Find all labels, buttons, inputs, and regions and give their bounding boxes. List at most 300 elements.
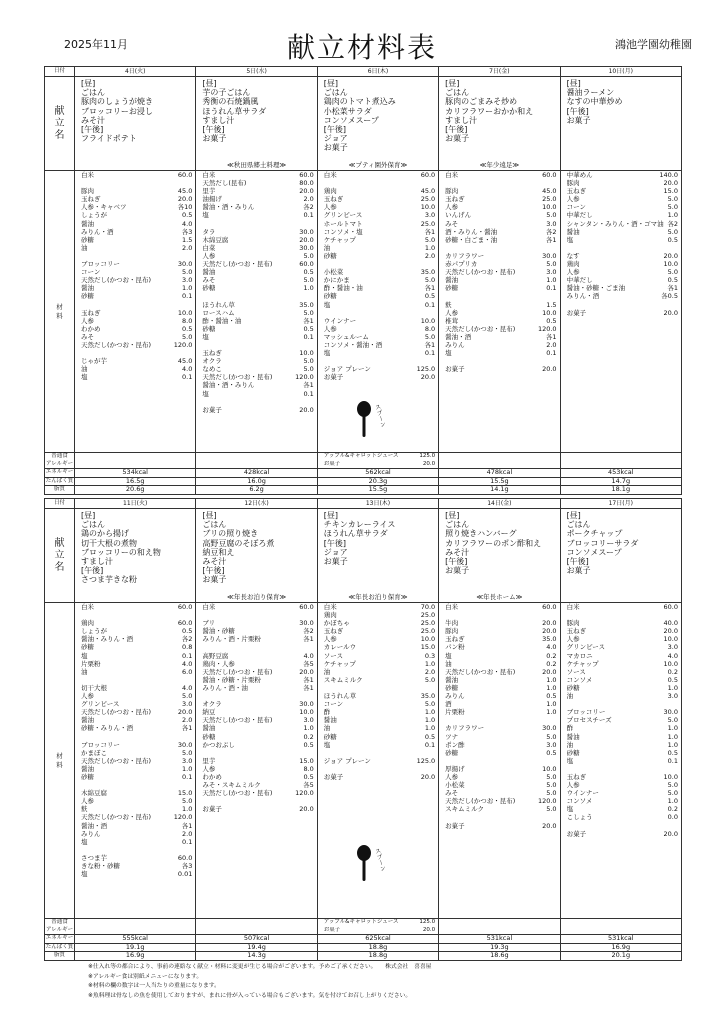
ingredient-amount: 0.5 (303, 772, 314, 781)
ingredient-row (196, 244, 316, 252)
ingredient-name: 砂糖・みりん・酒 (81, 724, 133, 733)
ingredient-row (196, 652, 316, 660)
day-materials-cell (560, 171, 681, 453)
ingredient-name: 牛肉 (445, 619, 459, 628)
ingredient-row (318, 603, 438, 611)
day-protein: 16.0g (196, 477, 317, 486)
day-allergy-cell (317, 919, 438, 935)
ingredient-amount: 3.0 (303, 716, 314, 725)
ingredient-row (561, 684, 681, 692)
ingredient-amount: 各1 (424, 284, 436, 293)
ingredient-row (75, 341, 195, 349)
ingredient-name: シャンタン・みりん・酒・ゴマ油 (566, 219, 664, 228)
ingredient-name: 厚揚げ (445, 764, 465, 773)
ingredient-amount: 60.0 (663, 603, 678, 611)
ingredient-row (196, 252, 316, 260)
ingredient-amount: 0.1 (182, 772, 193, 781)
ingredient-row (75, 171, 195, 179)
menu-row (45, 77, 682, 171)
ingredient-amount: 10.0 (542, 308, 557, 317)
ingredient-amount: 各2 (545, 227, 557, 236)
energy-row (45, 935, 682, 944)
ingredient-amount: 20.0 (663, 308, 678, 317)
spacer (561, 700, 681, 708)
spacer (439, 292, 559, 300)
ingredient-row (196, 668, 316, 676)
menu-item: お菓子 (566, 566, 591, 576)
ingredient-amount: 1.0 (546, 700, 557, 709)
ingredient-name: ほうれん草 (323, 692, 357, 701)
ingredient-row (439, 765, 559, 773)
page-header (0, 0, 724, 64)
ingredient-row (318, 317, 438, 325)
ingredient-name: 人参 (445, 203, 459, 212)
ingredient-name: みそ (202, 276, 216, 285)
ingredient-amount: 25.0 (420, 195, 436, 204)
ingredient-name: 鶏肉 (323, 187, 337, 196)
ingredient-amount: 120.0 (173, 340, 193, 349)
ingredient-name: 天然だし(かつお・昆布) (445, 268, 516, 277)
ingredient-row (439, 195, 559, 203)
note-line: ※アレルギー食は別紙メニューになります。 (88, 973, 203, 980)
day-date: 10日(月) (560, 67, 681, 77)
ingredient-row (439, 203, 559, 211)
ingredient-amount: 各1 (545, 332, 557, 341)
ingredient-amount: 30.0 (299, 619, 314, 628)
spacer (196, 398, 316, 406)
ingredient-row (318, 373, 438, 381)
menu-row-label: 献 立 名 (45, 77, 75, 171)
ingredient-name: 豚肉 (566, 179, 580, 188)
spacer (318, 684, 438, 692)
ingredient-amount: 120.0 (295, 373, 314, 382)
ingredient-amount: 125.0 (416, 756, 436, 765)
ingredient-row (439, 252, 559, 260)
ingredient-name: 白米 (445, 171, 459, 179)
ingredient-amount: 5.0 (182, 268, 193, 277)
ingredient-row (439, 309, 559, 317)
ingredient-name: 人参 (81, 316, 94, 325)
ingredient-row (439, 708, 559, 716)
ingredient-amount: 2.0 (303, 195, 314, 204)
menu-item: お菓子 (202, 575, 227, 585)
ingredient-row (196, 325, 316, 333)
ingredient-row (318, 733, 438, 741)
ingredient-name: 醤油 (566, 227, 580, 236)
ingredient-name: 白米 (323, 171, 337, 179)
ingredient-row (561, 830, 681, 838)
ingredient-name: ツナ (445, 732, 459, 741)
note-line: ※仕入れ等の都合により、事前の連絡なく献立・材料に変更が生じる場合がございます。予めご了承ください。 株式会社 喜喜屋 (88, 964, 432, 970)
day-menu-cell (439, 77, 560, 171)
ingredient-name: 白米 (81, 171, 94, 179)
ingredient-row (439, 660, 559, 668)
ingredient-name: コーン (323, 700, 344, 709)
day-date: 4日(火) (75, 67, 196, 77)
ingredient-name: コンソメ (566, 797, 593, 806)
ingredient-amount: 120.0 (537, 797, 557, 806)
menu-item: ポークチャップ (566, 529, 623, 539)
ingredient-amount: 60.0 (299, 260, 314, 269)
menu-item: ごはん (202, 520, 227, 530)
ingredient-name: かまぼこ (81, 748, 107, 757)
menu-item: ほうれん草サラダ (323, 529, 388, 539)
ingredient-row (196, 781, 316, 789)
ingredient-name: ブリ (202, 619, 216, 628)
ingredient-name: グリンピース (566, 643, 605, 652)
ingredient-row (439, 676, 559, 684)
ingredient-amount: 20.0 (299, 667, 314, 676)
ingredient-row (318, 228, 438, 236)
ingredient-amount: 1.0 (182, 805, 193, 814)
ingredient-row (439, 805, 559, 813)
ingredient-amount: 5.0 (546, 260, 557, 269)
ingredient-row (439, 822, 559, 830)
ingredient-row (439, 773, 559, 781)
day-protein: 19.1g (75, 943, 196, 952)
day-date: 7日(金) (439, 67, 560, 77)
ingredient-name: 砂糖 (323, 732, 337, 741)
ingredient-row (318, 643, 438, 651)
menu-item: [昼] (566, 511, 581, 520)
menu-item: ブリの照り焼き (202, 529, 259, 539)
ingredient-row (196, 741, 316, 749)
ingredient-name: 砂糖 (445, 683, 459, 692)
ingredient-row (75, 643, 195, 651)
ingredient-row (196, 171, 316, 179)
ingredient-amount: 25.0 (420, 627, 436, 636)
spacer (75, 846, 195, 854)
day-menu-cell (560, 77, 681, 171)
ingredient-row (75, 838, 195, 846)
event-caption: ≪秋田県郷土料理≫ (227, 161, 287, 169)
ingredient-row (561, 749, 681, 757)
ingredient-amount: 5.0 (303, 365, 314, 374)
day-materials-cell (560, 603, 681, 919)
menu-item: [午後] (323, 125, 347, 135)
ingredient-row (196, 603, 316, 611)
ingredient-name: タラ (202, 227, 216, 236)
ingredient-row (196, 203, 316, 211)
ingredient-amount: 5.0 (667, 203, 678, 212)
ingredient-row (561, 708, 681, 716)
date-row (45, 499, 682, 509)
menu-item: [午後] (323, 538, 347, 548)
ingredient-row (75, 660, 195, 668)
menu-item: [昼] (323, 511, 339, 520)
spacer (75, 611, 195, 619)
ingredient-row (439, 749, 559, 757)
ingredient-name: 白米 (566, 603, 580, 611)
ingredient-amount: 1.0 (546, 683, 557, 692)
ingredient-row (561, 292, 681, 300)
menu-item: フライドポテト (81, 134, 137, 144)
ingredient-amount: 15.0 (663, 187, 678, 196)
ingredient-name: 塩 (323, 740, 331, 749)
ingredient-row (75, 365, 195, 373)
day-energy: 453kcal (560, 469, 681, 478)
ingredient-amount: 3.0 (667, 692, 678, 701)
ingredient-name: ケチャップ (323, 659, 356, 668)
ingredient-row (75, 830, 195, 838)
event-caption: ≪年長ホーム≫ (476, 593, 523, 601)
spacer (318, 357, 438, 365)
day-menu-cell (439, 509, 560, 603)
ingredient-row (196, 773, 316, 781)
allergy-item-name: お菓子 (323, 926, 341, 933)
spacer (439, 244, 559, 252)
menu-item: [昼] (202, 79, 217, 88)
materials-row (45, 171, 682, 453)
day-menu-cell (75, 77, 196, 171)
ingredient-name: 白米 (81, 603, 94, 611)
ingredient-amount: 8.0 (303, 764, 314, 773)
ingredient-amount: 5.0 (424, 235, 436, 244)
ingredient-amount: 30.0 (542, 251, 557, 260)
ingredient-amount: 4.0 (182, 659, 193, 668)
year-month: 2025年11月 (64, 38, 128, 51)
allergy-item-amount: 125.0 (419, 919, 436, 925)
day-allergy-cell (75, 453, 196, 469)
ingredient-name: 赤パプリカ (445, 260, 478, 269)
fat-row-label: 脂質 (45, 952, 75, 961)
ingredient-name: 白菜 (202, 243, 216, 252)
menu-item: お菓子 (323, 557, 348, 567)
ingredient-name: 里芋 (202, 187, 216, 196)
ingredient-amount: 30.0 (663, 708, 678, 717)
school-name: 鴻池学園幼稚園 (615, 38, 692, 51)
ingredient-amount: 2.0 (546, 340, 557, 349)
menu-item: さつま芋きな粉 (81, 575, 137, 585)
ingredient-name: 天然だし(かつお・昆布) (445, 667, 516, 676)
ingredient-name: 醤油 (202, 268, 216, 277)
ingredient-name: 豚肉 (445, 627, 459, 636)
ingredient-name: 白米 (202, 171, 216, 179)
ingredient-name: 醤油 (81, 219, 94, 228)
materials-row (45, 603, 682, 919)
menu-row-label: 献 立 名 (45, 509, 75, 603)
ingredient-amount: 0.5 (182, 324, 193, 333)
spacer (439, 179, 559, 187)
ingredient-name: 塩 (323, 349, 331, 358)
ingredient-name: 天然だし(かつお・昆布) (202, 260, 273, 269)
menu-item: [昼] (566, 79, 581, 88)
ingredient-amount: 1.0 (303, 284, 314, 293)
ingredient-row (561, 741, 681, 749)
ingredient-amount: 1.5 (182, 235, 193, 244)
ingredient-row (439, 733, 559, 741)
ingredient-name: お菓子 (323, 373, 344, 382)
ingredient-amount: 15.0 (420, 643, 436, 652)
ingredient-name: 酢・醤油・油 (202, 316, 242, 325)
menu-item: [昼] (445, 511, 460, 520)
ingredient-name: 油 (445, 659, 452, 668)
ingredient-row (439, 797, 559, 805)
day-energy: 507kcal (196, 935, 317, 944)
ingredient-amount: 60.0 (542, 603, 557, 611)
ingredient-name: 玉ねぎ (202, 349, 222, 358)
ingredient-row (196, 284, 316, 292)
ingredient-row (318, 635, 438, 643)
ingredient-row (75, 268, 195, 276)
ingredient-name: パン粉 (445, 643, 465, 652)
ingredient-amount: 4.0 (667, 651, 678, 660)
menu-item: [午後] (81, 125, 104, 135)
ingredient-amount: 35.0 (542, 635, 557, 644)
ingredient-name: 人参 (323, 203, 337, 212)
ingredient-name: 麩 (81, 805, 88, 814)
menu-list (75, 77, 195, 143)
day-energy: 531kcal (560, 935, 681, 944)
ingredient-name: 麩 (445, 300, 452, 309)
ingredient-amount: 5.0 (667, 268, 678, 277)
ingredient-name: 醤油・酒 (445, 332, 472, 341)
ingredient-amount: 10.0 (663, 772, 678, 781)
day-protein: 16.9g (560, 943, 681, 952)
menu-item: みそ汁 (202, 557, 227, 567)
ingredient-row (561, 635, 681, 643)
ingredient-name: 人参 (445, 308, 459, 317)
ingredient-name: きな粉・砂糖 (81, 862, 120, 870)
ingredient-amount: 各3 (181, 862, 193, 870)
ingredient-name: 小松菜 (445, 781, 465, 790)
ingredient-row (439, 228, 559, 236)
fat-row-label: 脂質 (45, 486, 75, 495)
ingredient-row (439, 668, 559, 676)
ingredient-name: 塩 (566, 756, 574, 765)
ingredient-name: なめこ (202, 365, 222, 374)
ingredient-name: 天然だし(昆布) (202, 179, 247, 188)
ingredient-row (561, 643, 681, 651)
ingredient-name: 塩 (81, 870, 88, 879)
ingredient-row (439, 643, 559, 651)
ingredient-row (196, 789, 316, 797)
menu-item: [午後] (202, 125, 225, 135)
ingredient-row (196, 333, 316, 341)
ingredient-name: マカロニ (566, 651, 593, 660)
allergy-row (45, 919, 682, 935)
menu-item: お菓子 (445, 134, 470, 144)
ingredient-name: 油 (81, 365, 88, 374)
protein-row-label: たんぱく質 (45, 477, 74, 484)
ingredient-row (75, 260, 195, 268)
ingredient-amount: 25.0 (420, 219, 436, 228)
ingredient-row (196, 708, 316, 716)
ingredient-amount: 5.0 (424, 276, 436, 285)
menu-item: [昼] (323, 79, 339, 88)
ingredient-row (75, 203, 195, 211)
ingredient-name: 酢 (566, 724, 574, 733)
ingredient-name: かぼちゃ (323, 619, 350, 628)
ingredient-amount: 0.3 (424, 651, 436, 660)
ingredient-row (561, 203, 681, 211)
ingredient-name: ほうれん草 (202, 300, 235, 309)
ingredient-amount: 1.0 (424, 708, 436, 717)
ingredient-name: かにかま (323, 276, 350, 285)
ingredient-row (318, 236, 438, 244)
ingredient-amount: 30.0 (299, 700, 314, 709)
ingredient-amount: 5.0 (182, 797, 193, 806)
ingredient-row (439, 365, 559, 373)
ingredient-name: 片栗粉 (81, 659, 101, 668)
ingredient-name: 天然だし(かつお・昆布) (445, 797, 516, 806)
ingredient-amount: 各3 (181, 227, 193, 236)
ingredient-row (318, 211, 438, 219)
ingredient-name: お菓子 (202, 405, 222, 414)
ingredient-row (75, 276, 195, 284)
ingredient-name: みりん・酒 (566, 292, 600, 301)
ingredient-name: プロセスチーズ (566, 716, 612, 725)
date-row-label: 日付 (45, 499, 75, 509)
menu-item: すまし汁 (445, 115, 478, 125)
ingredient-name: コンソメ・醤油・酒 (323, 340, 383, 349)
spacer (561, 611, 681, 619)
ingredient-amount: 0.5 (667, 748, 678, 757)
ingredient-row (196, 716, 316, 724)
menu-item: [昼] (81, 79, 96, 88)
ingredient-name: 玉ねぎ (81, 195, 101, 204)
menu-item: 小松菜サラダ (323, 106, 372, 116)
ingredient-amount: 0.2 (303, 732, 314, 741)
ingredient-name: ポン酢 (445, 740, 465, 749)
ingredient-amount: 30.0 (299, 243, 314, 252)
allergy-item-amount: 125.0 (419, 453, 436, 459)
day-menu-cell (317, 77, 438, 171)
ingredient-amount: 60.0 (420, 171, 436, 179)
ingredient-amount: 5.0 (546, 732, 557, 741)
ingredient-row (75, 292, 195, 300)
day-protein: 15.5g (439, 477, 560, 486)
ingredient-row (196, 211, 316, 219)
fat-row (45, 952, 682, 961)
ingredient-amount: 5.0 (667, 789, 678, 798)
ingredient-amount: 2.0 (182, 829, 193, 838)
ingredient-amount: 各1 (667, 284, 678, 293)
day-protein: 19.4g (196, 943, 317, 952)
week-table-2 (44, 498, 682, 961)
menu-list (561, 509, 681, 575)
spacer (318, 765, 438, 773)
ingredient-amount: 10.0 (542, 764, 557, 773)
ingredient-name: 椎茸 (445, 316, 459, 325)
ingredient-row (561, 652, 681, 660)
ingredient-row (75, 708, 195, 716)
ingredient-amount: 0.1 (424, 300, 436, 309)
day-menu-cell (75, 509, 196, 603)
ingredient-amount: 5.0 (424, 675, 436, 684)
day-materials-cell (439, 171, 560, 453)
ingredient-name: グリンピース (81, 700, 120, 709)
day-protein: 14.7g (560, 477, 681, 486)
day-date: 11日(火) (75, 499, 196, 509)
ingredient-amount: 3.0 (182, 756, 193, 765)
ingredient-row (75, 325, 195, 333)
ingredient-name: わかめ (202, 772, 222, 781)
menu-item: お菓子 (566, 115, 591, 125)
spoon-label: スプーン (372, 847, 386, 873)
page-title: 献立材料表 (286, 31, 437, 64)
ingredient-row (75, 187, 195, 195)
ingredient-amount: 10.0 (420, 635, 436, 644)
ingredient-row (318, 252, 438, 260)
ingredient-amount: 60.0 (177, 171, 193, 179)
ingredient-amount: 10.0 (299, 349, 314, 358)
ingredient-row (75, 284, 195, 292)
ingredient-amount: 1.0 (546, 276, 557, 285)
ingredient-amount: 60.0 (542, 171, 557, 179)
spacer (75, 252, 195, 260)
ingredient-name: 醤油・砂糖・ごま油 (566, 284, 626, 293)
